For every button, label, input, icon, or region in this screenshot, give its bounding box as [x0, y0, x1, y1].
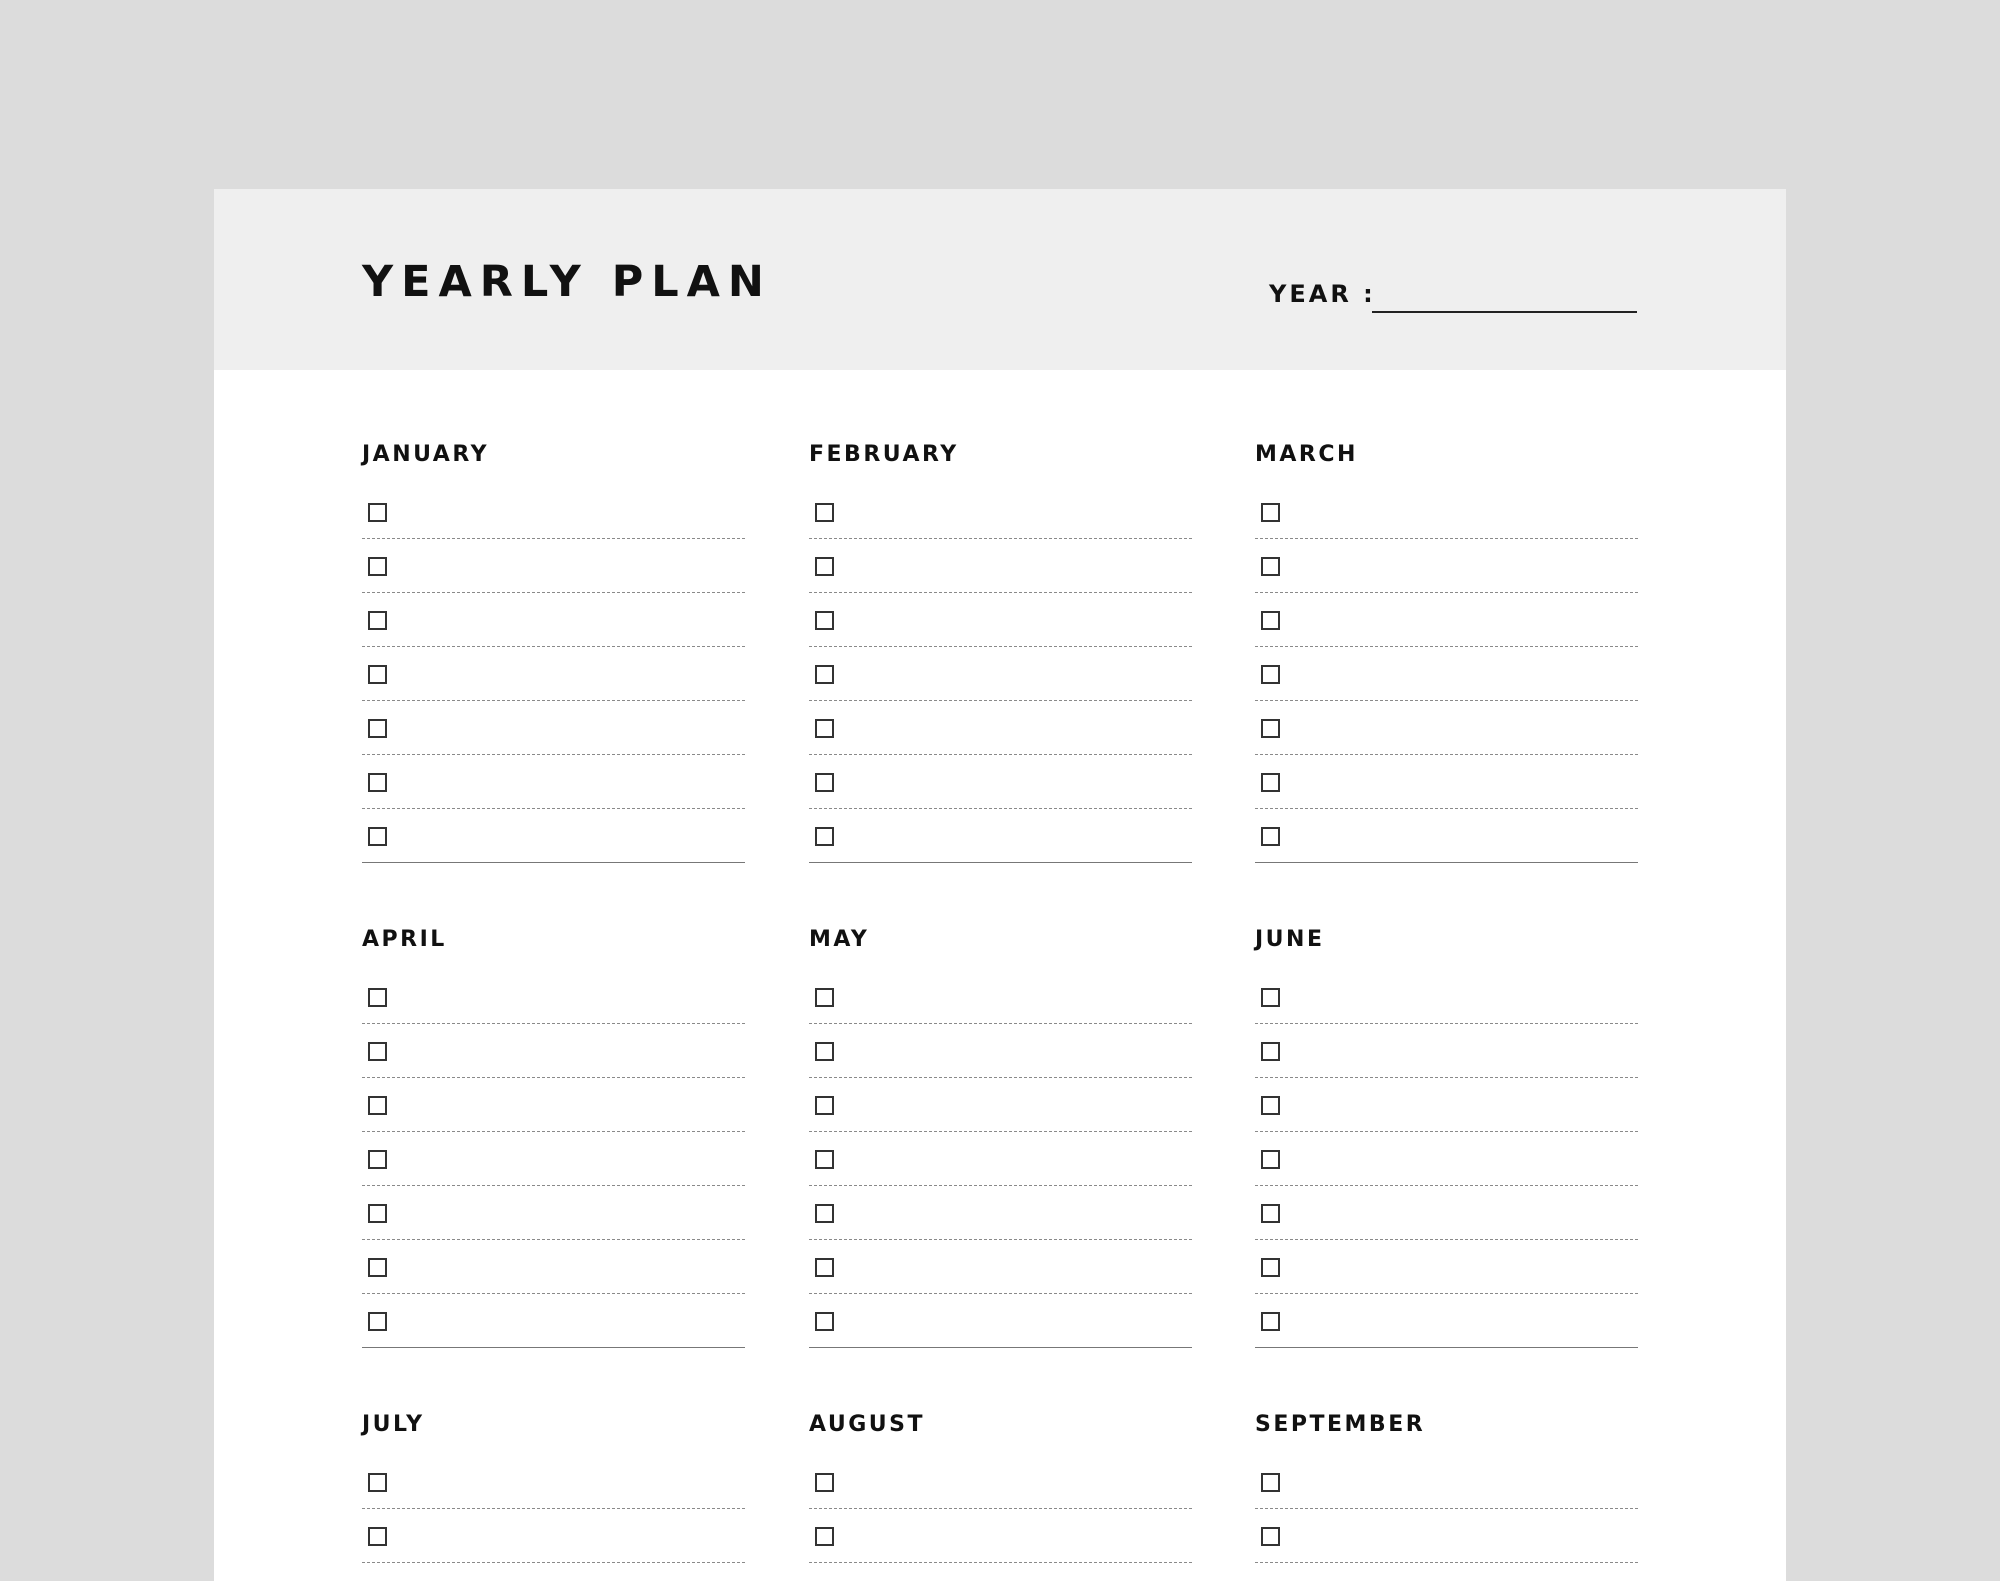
task-checkbox[interactable] — [368, 1258, 387, 1277]
task-list — [362, 970, 745, 1348]
year-field[interactable] — [1372, 311, 1637, 313]
task-checkbox[interactable] — [368, 1150, 387, 1169]
task-checkbox[interactable] — [368, 503, 387, 522]
task-row[interactable] — [809, 1132, 1192, 1186]
task-row[interactable] — [1255, 1186, 1638, 1240]
task-checkbox[interactable] — [368, 1473, 387, 1492]
page-title: YEARLY PLAN — [362, 257, 772, 307]
task-checkbox[interactable] — [815, 1204, 834, 1223]
task-row[interactable] — [1255, 539, 1638, 593]
task-list — [809, 1455, 1192, 1581]
task-checkbox[interactable] — [368, 557, 387, 576]
task-checkbox[interactable] — [815, 988, 834, 1007]
task-row[interactable] — [1255, 1078, 1638, 1132]
page-header — [214, 189, 1786, 370]
task-checkbox[interactable] — [368, 1527, 387, 1546]
task-row[interactable] — [809, 593, 1192, 647]
task-row[interactable] — [1255, 809, 1638, 863]
task-list — [362, 485, 745, 863]
task-row[interactable] — [1255, 647, 1638, 701]
month-name: APRIL — [362, 927, 447, 952]
task-row[interactable] — [362, 539, 745, 593]
task-row[interactable] — [1255, 485, 1638, 539]
task-checkbox[interactable] — [1261, 827, 1280, 846]
task-list — [1255, 1455, 1638, 1581]
task-checkbox[interactable] — [815, 1473, 834, 1492]
task-row[interactable] — [809, 485, 1192, 539]
task-row[interactable] — [1255, 1455, 1638, 1509]
task-row[interactable] — [362, 1563, 745, 1581]
task-checkbox[interactable] — [1261, 1258, 1280, 1277]
month-name: MARCH — [1255, 442, 1358, 467]
task-row[interactable] — [809, 1294, 1192, 1348]
task-checkbox[interactable] — [815, 773, 834, 792]
task-row[interactable] — [809, 970, 1192, 1024]
task-checkbox[interactable] — [815, 1150, 834, 1169]
task-row[interactable] — [809, 701, 1192, 755]
task-checkbox[interactable] — [368, 1204, 387, 1223]
task-checkbox[interactable] — [1261, 503, 1280, 522]
task-checkbox[interactable] — [815, 1312, 834, 1331]
task-checkbox[interactable] — [815, 611, 834, 630]
task-checkbox[interactable] — [1261, 1473, 1280, 1492]
task-row[interactable] — [809, 539, 1192, 593]
task-row[interactable] — [1255, 701, 1638, 755]
task-row[interactable] — [809, 1455, 1192, 1509]
task-checkbox[interactable] — [1261, 1096, 1280, 1115]
task-row[interactable] — [362, 701, 745, 755]
task-row[interactable] — [809, 1563, 1192, 1581]
task-row[interactable] — [809, 755, 1192, 809]
task-checkbox[interactable] — [368, 665, 387, 684]
task-row[interactable] — [809, 809, 1192, 863]
task-row[interactable] — [809, 1186, 1192, 1240]
task-row[interactable] — [362, 485, 745, 539]
month-name: JULY — [362, 1412, 425, 1437]
task-checkbox[interactable] — [368, 988, 387, 1007]
task-checkbox[interactable] — [368, 1042, 387, 1061]
task-checkbox[interactable] — [1261, 773, 1280, 792]
task-checkbox[interactable] — [368, 719, 387, 738]
task-row[interactable] — [809, 1240, 1192, 1294]
task-checkbox[interactable] — [815, 1527, 834, 1546]
task-checkbox[interactable] — [368, 1312, 387, 1331]
task-row[interactable] — [362, 1455, 745, 1509]
task-row[interactable] — [362, 647, 745, 701]
task-row[interactable] — [362, 1078, 745, 1132]
month-name: FEBRUARY — [809, 442, 959, 467]
task-checkbox[interactable] — [815, 719, 834, 738]
task-checkbox[interactable] — [1261, 1150, 1280, 1169]
task-row[interactable] — [1255, 1563, 1638, 1581]
task-row[interactable] — [362, 1240, 745, 1294]
task-row[interactable] — [1255, 755, 1638, 809]
task-checkbox[interactable] — [1261, 1312, 1280, 1331]
task-checkbox[interactable] — [815, 503, 834, 522]
task-list — [1255, 485, 1638, 863]
task-checkbox[interactable] — [1261, 988, 1280, 1007]
task-checkbox[interactable] — [815, 1042, 834, 1061]
task-row[interactable] — [809, 647, 1192, 701]
task-checkbox[interactable] — [1261, 665, 1280, 684]
task-checkbox[interactable] — [1261, 611, 1280, 630]
task-row[interactable] — [362, 593, 745, 647]
task-row[interactable] — [1255, 970, 1638, 1024]
task-checkbox[interactable] — [1261, 1042, 1280, 1061]
task-row[interactable] — [809, 1078, 1192, 1132]
task-row[interactable] — [1255, 593, 1638, 647]
task-checkbox[interactable] — [1261, 1204, 1280, 1223]
planner-page — [214, 189, 1786, 1581]
task-list — [362, 1455, 745, 1581]
task-checkbox[interactable] — [1261, 719, 1280, 738]
task-row[interactable] — [1255, 1132, 1638, 1186]
task-row[interactable] — [809, 1024, 1192, 1078]
task-row[interactable] — [362, 1186, 745, 1240]
task-row[interactable] — [1255, 1509, 1638, 1563]
task-row[interactable] — [362, 1024, 745, 1078]
task-list — [809, 485, 1192, 863]
task-row[interactable] — [362, 970, 745, 1024]
month-name: SEPTEMBER — [1255, 1412, 1426, 1437]
month-name: JUNE — [1255, 927, 1325, 952]
task-checkbox[interactable] — [368, 611, 387, 630]
task-row[interactable] — [362, 809, 745, 863]
task-row[interactable] — [809, 1509, 1192, 1563]
task-checkbox[interactable] — [368, 773, 387, 792]
task-checkbox[interactable] — [815, 1258, 834, 1277]
task-checkbox[interactable] — [815, 665, 834, 684]
task-checkbox[interactable] — [815, 827, 834, 846]
month-name: JANUARY — [362, 442, 490, 467]
task-checkbox[interactable] — [368, 1096, 387, 1115]
task-checkbox[interactable] — [815, 1096, 834, 1115]
task-list — [809, 970, 1192, 1348]
task-row[interactable] — [1255, 1240, 1638, 1294]
task-row[interactable] — [362, 1132, 745, 1186]
task-row[interactable] — [362, 1294, 745, 1348]
task-checkbox[interactable] — [815, 557, 834, 576]
task-list — [1255, 970, 1638, 1348]
month-name: AUGUST — [809, 1412, 925, 1437]
task-checkbox[interactable] — [1261, 557, 1280, 576]
month-name: MAY — [809, 927, 870, 952]
task-row[interactable] — [1255, 1024, 1638, 1078]
task-checkbox[interactable] — [368, 827, 387, 846]
year-label: YEAR : — [1269, 280, 1376, 308]
task-row[interactable] — [362, 1509, 745, 1563]
task-checkbox[interactable] — [1261, 1527, 1280, 1546]
task-row[interactable] — [362, 755, 745, 809]
task-row[interactable] — [1255, 1294, 1638, 1348]
